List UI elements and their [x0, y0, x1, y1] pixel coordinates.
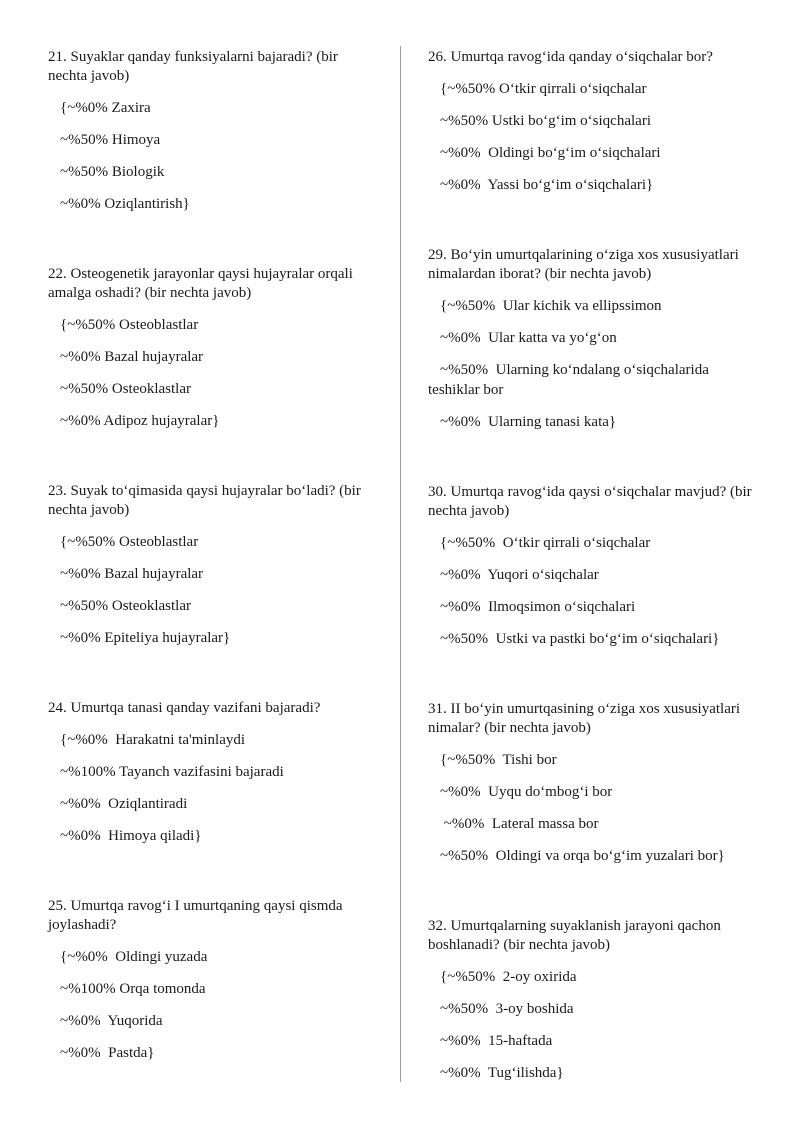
answer-option: {~%50% Tishi bor	[440, 752, 557, 768]
answer-option: ~%50% Osteoklastlar	[60, 381, 192, 397]
answer-option: ~%0% Bazal hujayralar	[60, 566, 204, 582]
question-32	[428, 917, 764, 1083]
question-31	[428, 700, 764, 866]
answer-option: ~%50% Osteoklastlar	[60, 598, 192, 614]
answer-option: ~%50% Biologik	[60, 164, 165, 180]
question-text: 30. Umurtqa ravog‘ida qaysi o‘siqchalar mavjud? (bir nechta javob)	[428, 484, 752, 519]
question-23	[48, 482, 378, 648]
question-text: 24. Umurtqa tanasi qanday vazifani bajaradi?	[48, 700, 321, 716]
answer-option: ~%0% Epiteliya hujayralar}	[60, 630, 231, 646]
answer-option: ~%0% Lateral massa bor	[440, 816, 599, 832]
answer-option: ~%0% Ularning tanasi kata}	[440, 414, 617, 430]
question-text: 23. Suyak to‘qimasida qaysi hujayralar bo‘ladi? (bir nechta javob)	[48, 483, 361, 518]
answer-option: ~%0% Uyqu do‘mbog‘i bor	[440, 784, 613, 800]
answer-option: ~%0% Yuqorida	[60, 1013, 163, 1029]
question-text: 32. Umurtqalarning suyaklanish jarayoni qachon boshlanadi? (bir nechta javob)	[428, 918, 721, 953]
spacer	[428, 878, 764, 917]
answer-option: ~%0% Tug‘ilishda}	[440, 1065, 564, 1081]
answer-option: ~%0% Oldingi bo‘g‘im o‘siqchalari	[440, 145, 661, 161]
answer-option: {~%50% Osteoblastlar	[60, 317, 199, 333]
answer-option: ~%0% Pastda}	[60, 1045, 155, 1061]
answer-option: ~%0% Yuqori o‘siqchalar	[440, 567, 599, 583]
question-text: 26. Umurtqa ravog‘ida qanday o‘siqchalar bor?	[428, 49, 713, 65]
answer-option: {~%0% Zaxira	[60, 100, 151, 116]
spacer	[48, 226, 378, 265]
question-text: 29. Bo‘yin umurtqalarining o‘ziga xos xususiyatlari nimalardan iborat? (bir nechta javob)	[428, 247, 739, 282]
question-24	[48, 699, 378, 846]
answer-option: ~%100% Tayanch vazifasini bajaradi	[60, 764, 284, 780]
answer-option: ~%0% Ilmoqsimon o‘siqchalari	[440, 599, 636, 615]
answer-option: ~%0% Oziqlantiradi	[60, 796, 188, 812]
answer-option: {~%50% O‘tkir qirrali o‘siqchalar	[440, 535, 651, 551]
spacer	[48, 443, 378, 482]
question-25	[48, 897, 378, 1063]
question-22	[48, 265, 378, 431]
spacer	[428, 207, 764, 246]
answer-option: ~%50% Himoya	[60, 132, 161, 148]
answer-option: {~%50% O‘tkir qirrali o‘siqchalar	[440, 81, 647, 97]
question-26	[428, 48, 764, 195]
answer-option: {~%50% Ular kichik va ellipssimon	[440, 298, 662, 314]
answer-option: ~%100% Orqa tomonda	[60, 981, 206, 997]
answer-option: {~%0% Harakatni ta'minlaydi	[60, 732, 246, 748]
right-column	[428, 48, 764, 1095]
question-21	[48, 48, 378, 214]
answer-option: {~%50% 2-oy oxirida	[440, 969, 577, 985]
answer-option: {~%50% Osteoblastlar	[60, 534, 199, 550]
spacer	[428, 444, 764, 483]
answer-option: ~%50% 3-oy boshida	[440, 1001, 574, 1017]
answer-option: ~%0% Oziqlantirish}	[60, 196, 190, 212]
question-30	[428, 483, 764, 649]
answer-option: ~%0% 15-haftada	[440, 1033, 553, 1049]
spacer	[428, 661, 764, 700]
spacer	[48, 660, 378, 699]
answer-option: ~%50% Ustki va pastki bo‘g‘im o‘siqchalari}	[440, 631, 720, 647]
answer-option: ~%0% Yassi bo‘g‘im o‘siqchalari}	[440, 177, 654, 193]
column-divider	[400, 46, 401, 1082]
left-column	[48, 48, 378, 1075]
question-29	[428, 246, 764, 432]
answer-option: {~%0% Oldingi yuzada	[60, 949, 208, 965]
spacer	[48, 858, 378, 897]
answer-option: ~%50% Ularning ko‘ndalang o‘siqchalarida teshiklar bor	[428, 362, 713, 398]
answer-option: ~%0% Ular katta va yo‘g‘on	[440, 330, 617, 346]
question-text: 25. Umurtqa ravog‘i I umurtqaning qaysi qismda joylashadi?	[48, 898, 343, 933]
answer-option: ~%0% Himoya qiladi}	[60, 828, 202, 844]
question-text: 22. Osteogenetik jarayonlar qaysi hujayralar orqali amalga oshadi? (bir nechta javob)	[48, 266, 353, 301]
answer-option: ~%50% Ustki bo‘g‘im o‘siqchalari	[440, 113, 651, 129]
answer-option: ~%0% Adipoz hujayralar}	[60, 413, 220, 429]
question-text: 31. II bo‘yin umurtqasining o‘ziga xos xususiyatlari nimalar? (bir nechta javob)	[428, 701, 741, 736]
answer-option: ~%0% Bazal hujayralar	[60, 349, 204, 365]
answer-option: ~%50% Oldingi va orqa bo‘g‘im yuzalari bor}	[440, 848, 725, 864]
question-text: 21. Suyaklar qanday funksiyalarni bajaradi? (bir nechta javob)	[48, 49, 338, 84]
